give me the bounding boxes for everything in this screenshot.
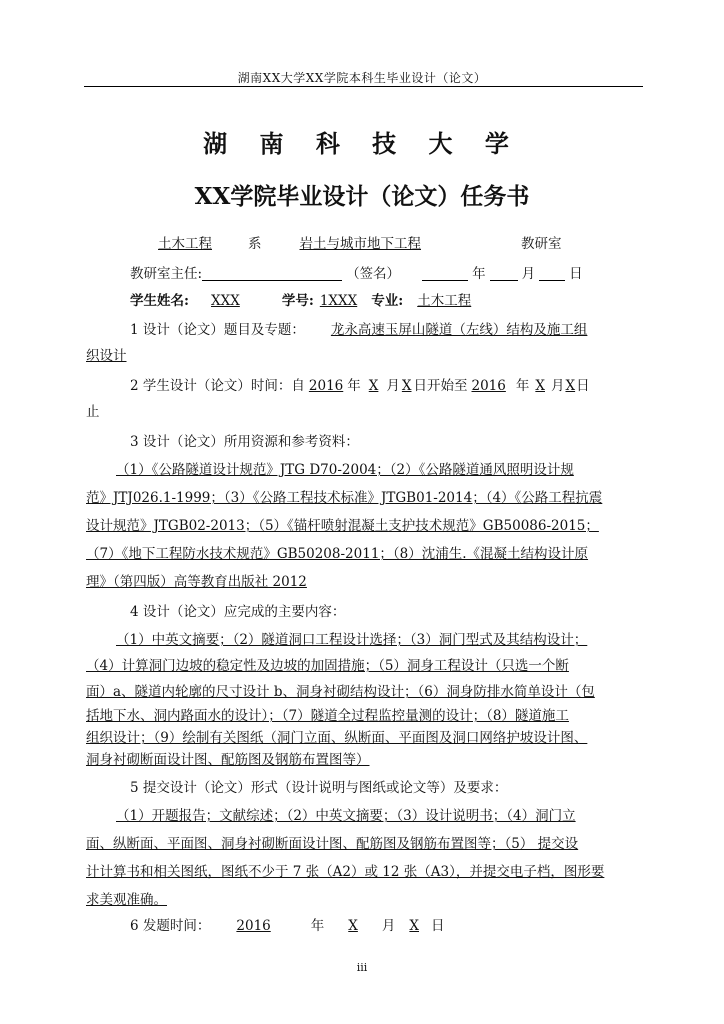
director-label: 教研室主任: [130, 266, 203, 282]
dept-value: 土木工程 [158, 236, 212, 252]
issue-day-label: 日 [431, 918, 445, 934]
director-line [130, 262, 583, 282]
running-header: 湖南XX大学XX学院本科生毕业设计（论文） [237, 71, 487, 85]
start-year-label: 年 [347, 378, 361, 394]
issue-year: 2016 [236, 918, 271, 934]
start-day: X [401, 378, 412, 394]
submission-line: 求美观准确。 [86, 892, 167, 908]
reference-line: （1）《公路隧道设计规范》JTG D70-2004；（2）《公路隧道通风照明设计规 [116, 462, 574, 478]
end-month: X [535, 378, 545, 394]
section-2-end: 止 [86, 404, 100, 420]
submission-line: 计计算书和相关图纸，图纸不少于 7 张（A2）或 12 张（A3），并提交电子档，图形要 [86, 864, 605, 880]
section-5-label: 5 提交设计（论文）形式（设计说明与图纸或论文等）及要求： [130, 780, 508, 796]
section-1-topic: 龙永高速玉屏山隧道（左线）结构及施工组 [330, 322, 588, 338]
section-3-label: 3 设计（论文）所用资源和参考资料： [130, 434, 359, 450]
month-field [490, 266, 518, 281]
section-2-line [130, 374, 590, 394]
content-line: 括地下水、洞内路面水的设计）；（7）隧道全过程监控量测的设计；（8）隧道施工 [86, 708, 569, 724]
document-title: XX学院毕业设计（论文）任务书 [194, 183, 530, 210]
header-rule [84, 86, 643, 87]
section-1-topic-tail: 织设计 [86, 348, 127, 364]
reference-line: 理》（第四版）高等教育出版社 2012 [86, 574, 307, 590]
dept-suffix: 系 [248, 236, 262, 252]
section-6-line [130, 914, 445, 934]
start-month-label: 月 [386, 378, 400, 394]
submission-line: 面、纵断面、平面图、洞身衬砌断面设计图、配筋图及钢筋布置图等；（5） 提交设 [86, 836, 579, 852]
section-6-label: 6 发题时间： [130, 918, 211, 934]
content-line: （1）中英文摘要；（2）隧道洞口工程设计选择；（3）洞门型式及其结构设计； [116, 632, 588, 648]
student-id: 1XXX [319, 293, 358, 309]
major-label: 专业: [371, 293, 404, 309]
reference-line: （7）《地下工程防水技术规范》GB50208-2011；（8）沈浦生.《混凝土结构设计原 [86, 546, 589, 562]
issue-year-label: 年 [310, 918, 325, 934]
issue-month: X [348, 918, 358, 934]
start-month: X [368, 378, 379, 394]
student-name: XXX [210, 293, 240, 309]
end-day: X [565, 378, 576, 394]
year-label: 年 [472, 266, 486, 282]
page-number: iii [356, 961, 368, 974]
university-title: 湖 南 科 技 大 学 [203, 129, 521, 158]
start-label: 日开始至 [413, 378, 468, 394]
student-id-label: 学号: [281, 293, 314, 309]
day-field [539, 266, 565, 281]
director-signature-field [202, 266, 342, 281]
submission-line: （1）开题报告；文献综述；（2）中英文摘要；（3）设计说明书；（4）洞门立 [116, 808, 576, 824]
section-4-label: 4 设计（论文）应完成的主要内容： [130, 604, 346, 620]
lab-suffix: 教研室 [521, 236, 562, 252]
reference-line: 范》JTJ026.1-1999；（3）《公路工程技术标准》JTGB01-2014；（4）《公路工程抗震 [86, 490, 603, 506]
section-1-label: 1 设计（论文）题目及专题： [130, 322, 305, 338]
year-field [422, 266, 468, 281]
start-year: 2016 [308, 378, 344, 394]
student-line [130, 289, 479, 309]
major-value: 土木工程 [417, 293, 472, 309]
content-line: 组织设计；（9）绘制有关图纸（洞门立面、纵断面、平面图及洞口网络护坡设计图、 [86, 730, 588, 746]
end-month-label: 月 [550, 378, 565, 394]
lab-value: 岩土与城市地下工程 [299, 236, 421, 252]
issue-day: X [409, 918, 419, 934]
student-name-label: 学生姓名: [130, 293, 189, 309]
reference-line: 设计规范》JTGB02-2013；（5）《锚杆喷射混凝土支护技术规范》GB50086-2015； [86, 518, 599, 534]
section-1-topic-cont [86, 344, 433, 364]
content-line: （4）计算洞门边坡的稳定性及边坡的加固措施；（5）洞身工程设计（只选一个断 [86, 658, 569, 674]
issue-month-label: 月 [381, 918, 396, 934]
section-1-line [130, 318, 587, 338]
section-2-label: 2 学生设计（论文）时间：自 [130, 378, 305, 394]
content-line: 洞身衬砌断面设计图、配筋图及钢筋布置图等） [86, 752, 370, 768]
month-label: 月 [521, 266, 536, 282]
end-day-label: 日 [576, 378, 590, 394]
content-line: 面）a、隧道内轮廓的尺寸设计 b、洞身衬砌结构设计；（6）洞身防排水简单设计（包 [86, 684, 595, 700]
end-year: 2016 [471, 378, 506, 394]
sign-label: （签名） [346, 266, 401, 282]
day-label: 日 [569, 266, 583, 282]
end-year-label: 年 [515, 378, 530, 394]
dept-line [130, 232, 562, 252]
